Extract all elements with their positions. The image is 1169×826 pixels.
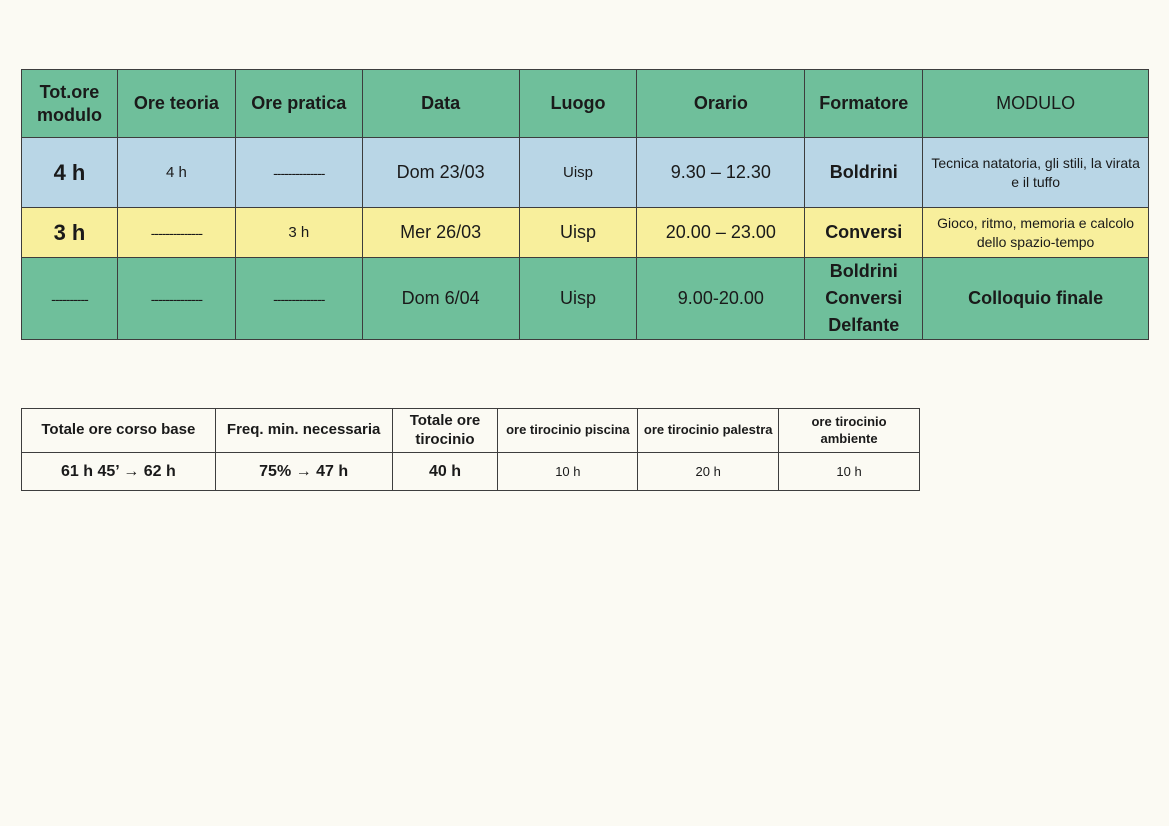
- cell-data: Mer 26/03: [362, 208, 519, 258]
- cell-pratica: 3 h: [235, 208, 362, 258]
- cell-modulo: Gioco, ritmo, memoria e calcolo dello spazio-tempo: [923, 208, 1149, 258]
- header-luogo: Luogo: [519, 70, 637, 138]
- cell-teoria: 4 h: [117, 138, 235, 208]
- header-freq-min: Freq. min. necessaria: [215, 409, 392, 453]
- cell-formatore: [805, 258, 923, 340]
- header-data: Data: [362, 70, 519, 138]
- cell-modulo: Colloquio finale: [923, 258, 1149, 340]
- cell-luogo: Uisp: [519, 208, 637, 258]
- schedule-table: [21, 69, 1149, 340]
- header-ore-teoria: Ore teoria: [117, 70, 235, 138]
- cell-luogo: Uisp: [519, 138, 637, 208]
- formatore-name: Boldrini: [829, 261, 898, 281]
- cell-modulo: Tecnica natatoria, gli stili, la virata e il tuffo: [923, 138, 1149, 208]
- cell-orario: 20.00 – 23.00: [637, 208, 805, 258]
- summary-table: [21, 408, 920, 491]
- cell-pratica: --------------: [235, 138, 362, 208]
- header-ore-pratica: Ore pratica: [235, 70, 362, 138]
- value-tirocinio-palestra: 20 h: [638, 453, 779, 491]
- cell-data: Dom 6/04: [362, 258, 519, 340]
- value-tirocinio-piscina: 10 h: [498, 453, 638, 491]
- header-totale-tirocinio: Totale ore tirocinio: [392, 409, 498, 453]
- cell-formatore: Conversi: [805, 208, 923, 258]
- header-tirocinio-ambiente: ore tirocinio ambiente: [779, 409, 920, 453]
- value-tirocinio-ambiente: 10 h: [779, 453, 920, 491]
- cell-tot: ----------: [22, 258, 118, 340]
- header-totale-ore-corso: Totale ore corso base: [22, 409, 216, 453]
- header-tot-ore-modulo: Tot.ore modulo: [22, 70, 118, 138]
- formatore-name: Conversi: [825, 288, 903, 308]
- header-orario: Orario: [637, 70, 805, 138]
- table-row: [22, 258, 1149, 340]
- header-formatore: Formatore: [805, 70, 923, 138]
- cell-tot: 4 h: [22, 138, 118, 208]
- value-totale-ore-corso: 61 h 45’ → 62 h: [22, 453, 216, 491]
- table-row: [22, 208, 1149, 258]
- cell-orario: 9.30 – 12.30: [637, 138, 805, 208]
- cell-data: Dom 23/03: [362, 138, 519, 208]
- header-tirocinio-piscina: ore tirocinio piscina: [498, 409, 638, 453]
- header-tirocinio-palestra: ore tirocinio palestra: [638, 409, 779, 453]
- cell-formatore: Boldrini: [805, 138, 923, 208]
- cell-teoria: --------------: [117, 258, 235, 340]
- value-totale-tirocinio: 40 h: [392, 453, 498, 491]
- cell-luogo: Uisp: [519, 258, 637, 340]
- cell-orario: 9.00-20.00: [637, 258, 805, 340]
- value-freq-min: 75% → 47 h: [215, 453, 392, 491]
- formatore-name: Delfante: [828, 315, 900, 335]
- header-modulo: MODULO: [923, 70, 1149, 138]
- summary-header-row: [22, 409, 920, 453]
- table-row: [22, 138, 1149, 208]
- cell-teoria: --------------: [117, 208, 235, 258]
- summary-values-row: [22, 453, 920, 491]
- cell-pratica: --------------: [235, 258, 362, 340]
- schedule-header-row: [22, 70, 1149, 138]
- cell-tot: 3 h: [22, 208, 118, 258]
